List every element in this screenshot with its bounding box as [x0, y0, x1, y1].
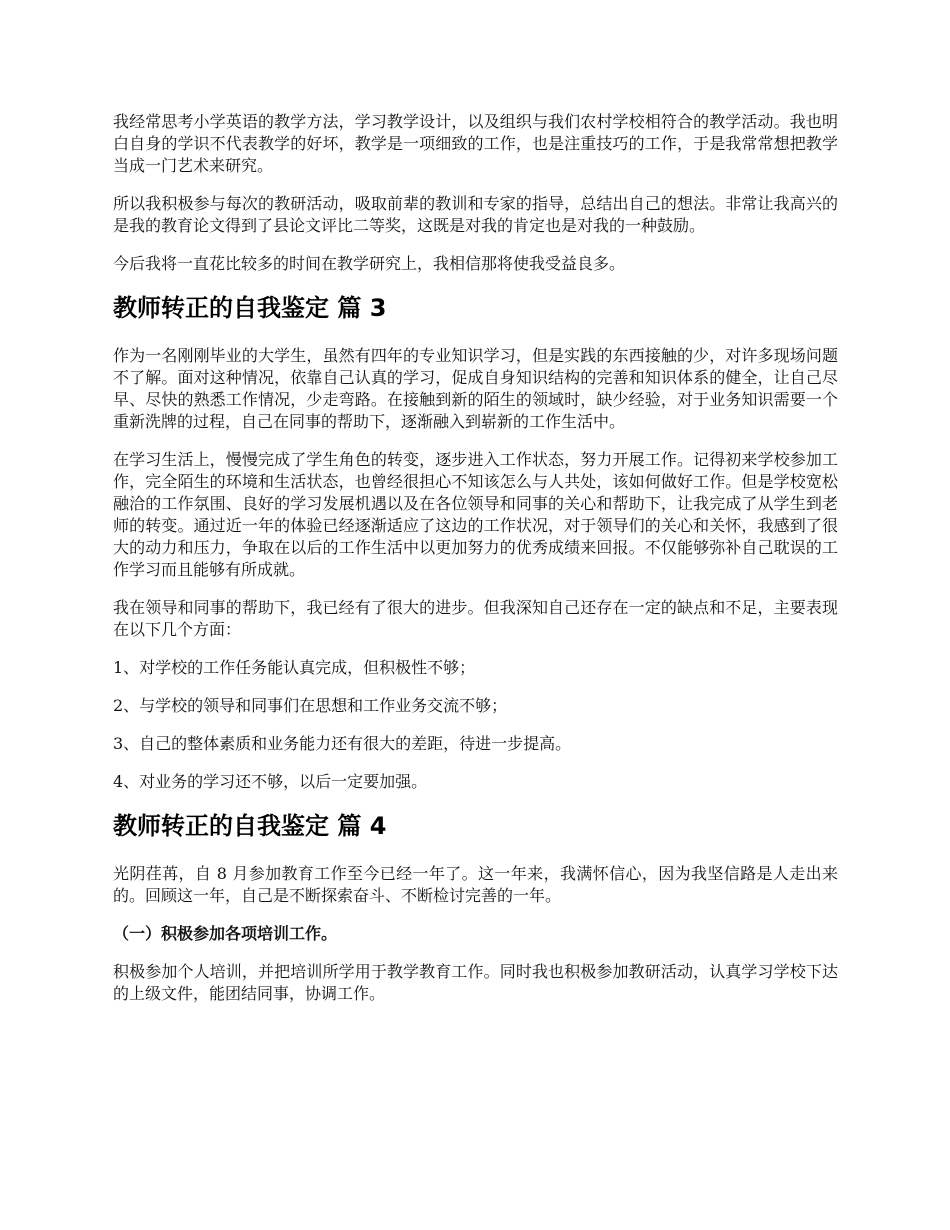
section-3-list-item-4: 4、对业务的学习还不够，以后一定要加强。 [113, 772, 428, 791]
section-3-list-item-2: 2、与学校的领导和同事们在思想和工作业务交流不够； [113, 696, 508, 715]
section-4-subheading: （一）积极参加各项培训工作。 [113, 924, 338, 943]
intro-paragraph-1: 我经常思考小学英语的教学方法，学习教学设计，以及组织与我们农村学校相符合的教学活动。我也明白自身的学识不代表教学的好坏，教学是一项细致的工作，也是注重技巧的工作，于是我常常想把教学当成一门艺术来研究。 [113, 112, 838, 175]
section-3-paragraph-1: 作为一名刚刚毕业的大学生，虽然有四年的专业知识学习，但是实践的东西接触的少，对许多现场问题不了解。面对这种情况，依靠自己认真的学习，促成自身知识结构的完善和知识体系的健全，让自己尽早、尽快的熟悉工作情况，少走弯路。在接触到新的陌生的领域时，缺少经验，对于业务知识需要一个重新洗牌的过程，自己在同事的帮助下，逐渐融入到崭新的工作生活中。 [113, 346, 838, 431]
section-3-list-item-3: 3、自己的整体素质和业务能力还有很大的差距，待进一步提高。 [113, 734, 572, 753]
section-4-paragraph-2: 积极参加个人培训，并把培训所学用于教学教育工作。同时我也积极参加教研活动，认真学习学校下达的上级文件，能团结同事，协调工作。 [113, 962, 838, 1003]
section-3-paragraph-3: 我在领导和同事的帮助下，我已经有了很大的进步。但我深知自己还存在一定的缺点和不足，主要表现在以下几个方面： [113, 598, 838, 639]
section-4-paragraph-1: 光阴荏苒，自 8 月参加教育工作至今已经一年了。这一年来，我满怀信心，因为我坚信路是人走出来的。回顾这一年，自己是不断探索奋斗、不断检讨完善的一年。 [113, 864, 838, 905]
intro-paragraph-3: 今后我将一直花比较多的时间在教学研究上，我相信那将使我受益良多。 [113, 254, 626, 273]
section-3-list-item-1: 1、对学校的工作任务能认真完成，但积极性不够； [113, 658, 476, 677]
section-3-heading: 教师转正的自我鉴定 篇 3 [113, 294, 387, 322]
section-3-paragraph-2: 在学习生活上，慢慢完成了学生角色的转变，逐步进入工作状态，努力开展工作。记得初来学校参加工作，完全陌生的环境和生活状态，也曾经很担心不知该怎么与人共处，该如何做好工作。但是学校宽松融洽的工作氛围、良好的学习发展机遇以及在各位领导和同事的关心和帮助下，让我完成了从学生到老师的转变。通过近一年的体验已经逐渐适应了这边的工作状况，对于领导们的关心和关怀，我感到了很大的动力和压力，争取在以后的工作生活中以更加努力的优秀成绩来回报。不仅能够弥补自己耽误的工作学习而且能够有所成就。 [113, 450, 838, 579]
section-4-heading: 教师转正的自我鉴定 篇 4 [113, 812, 387, 840]
intro-paragraph-2: 所以我积极参与每次的教研活动，吸取前辈的教训和专家的指导，总结出自己的想法。非常让我高兴的是我的教育论文得到了县论文评比二等奖，这既是对我的肯定也是对我的一种鼓励。 [113, 194, 838, 235]
